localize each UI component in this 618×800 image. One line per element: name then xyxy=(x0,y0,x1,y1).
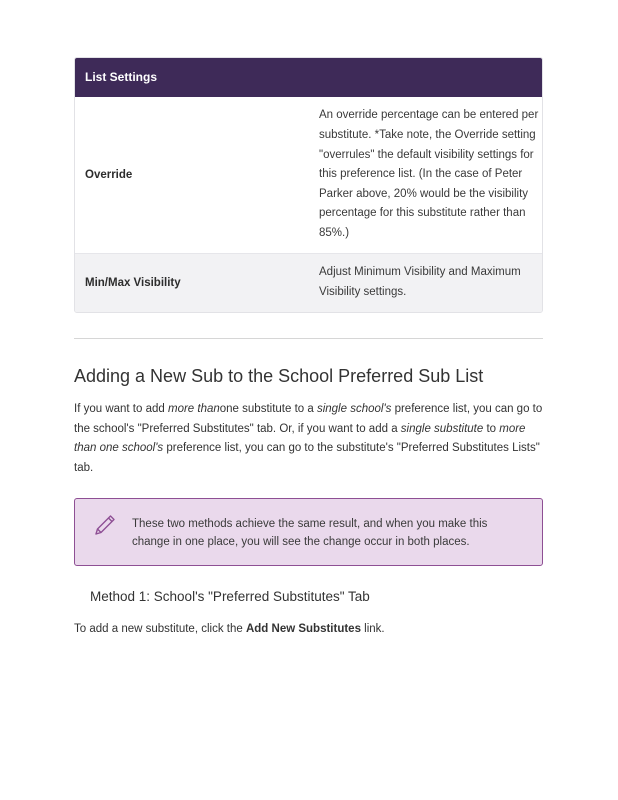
emphasis-text: single substitute xyxy=(400,422,484,435)
emphasis-text: more than one school's xyxy=(74,422,526,455)
document-page xyxy=(74,57,543,640)
row-description: An override percentage can be entered per substitute. *Take note, the Override setting "overrules" the default visibility settings for this preference list. (In the case of Peter Parker above, 20% would be the visibility percentage for this substitute rather than 85%.) xyxy=(319,109,539,239)
list-settings-table xyxy=(74,57,543,313)
row-label: Min/Max Visibility xyxy=(85,277,181,289)
text-run: preference list, you can go to the school's "Preferred Substitutes" tab. Or, if you want to add a xyxy=(74,403,543,435)
pencil-icon xyxy=(93,513,117,537)
text-run: To add a new substitute, click the xyxy=(74,623,246,636)
table-row xyxy=(75,97,542,253)
table-row xyxy=(75,253,542,312)
text-run: one substitute to a xyxy=(219,403,317,415)
text-run: link. xyxy=(360,623,385,636)
text-run: If you want to add xyxy=(74,403,168,415)
emphasis-text: single school's xyxy=(316,403,392,415)
row-description: Adjust Minimum Visibility and Maximum Visibility settings. xyxy=(319,266,521,298)
section-divider xyxy=(74,338,543,339)
instruction-paragraph xyxy=(74,620,543,640)
text-run: to xyxy=(483,422,500,435)
note-callout xyxy=(74,498,543,566)
table-header: List Settings xyxy=(75,58,542,97)
row-label: Override xyxy=(85,169,133,181)
emphasis-text: more than xyxy=(167,403,220,415)
ui-reference-text: Add New Substitutes xyxy=(245,623,361,636)
method-heading: Method 1: School's "Preferred Substitutes" Tab xyxy=(90,589,370,605)
section-heading: Adding a New Sub to the School Preferred Sub List xyxy=(74,366,484,386)
intro-paragraph xyxy=(74,400,543,478)
text-run: preference list, you can go to the substitute's "Preferred Substitutes Lists" tab. xyxy=(74,442,540,474)
callout-text: These two methods achieve the same result, and when you make this change in one place, you will see the change occur in both places. xyxy=(132,518,488,549)
